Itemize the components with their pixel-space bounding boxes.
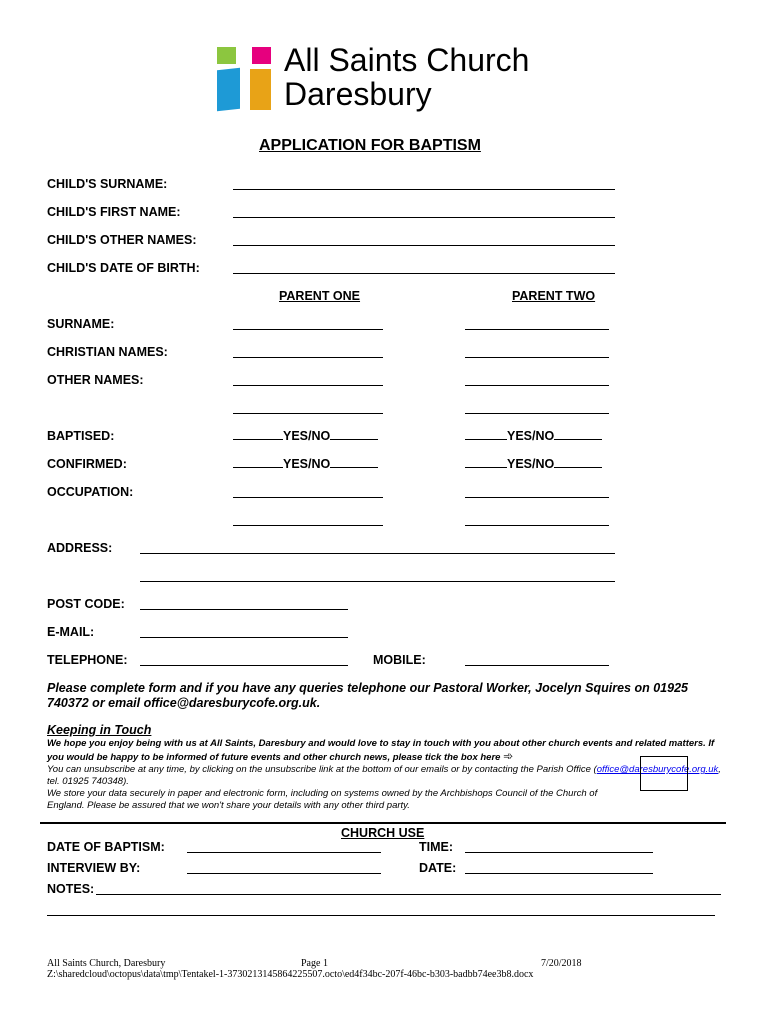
parent-one-other-names-field-2[interactable] bbox=[233, 413, 383, 414]
footer-date: 7/20/2018 bbox=[541, 958, 582, 969]
parent-one-confirmed-choice[interactable] bbox=[233, 457, 378, 471]
parent-confirmed-label: CONFIRMED: bbox=[47, 457, 127, 471]
parent-christian-names-label: CHRISTIAN NAMES: bbox=[47, 345, 168, 359]
address-field-2[interactable] bbox=[140, 581, 615, 582]
post-code-field[interactable] bbox=[140, 609, 348, 610]
logo-magenta-square bbox=[252, 47, 271, 64]
yes-no-text: YES/NO bbox=[507, 429, 555, 443]
time-label: TIME: bbox=[419, 840, 454, 854]
church-use-heading: CHURCH USE bbox=[341, 826, 425, 840]
keeping-in-touch-bold-text: We hope you enjoy being with us at All Saints, Daresbury and would love to stay in touch with you about other church events and related matters. If you would be happy to be informed of future events and other church news, please tick the box here bbox=[47, 738, 715, 763]
interview-by-label: INTERVIEW BY: bbox=[47, 861, 141, 875]
child-surname-field[interactable] bbox=[233, 189, 615, 190]
yes-no-text: YES/NO bbox=[283, 457, 331, 471]
keeping-in-touch-heading: Keeping in Touch bbox=[47, 723, 152, 737]
parent-baptised-label: BAPTISED: bbox=[47, 429, 115, 443]
logo-text-line2: Daresbury bbox=[284, 76, 432, 112]
date-field[interactable] bbox=[465, 873, 653, 874]
unsubscribe-text-post: , tel. 01925 740348). bbox=[47, 764, 721, 787]
page-title: APPLICATION FOR BAPTISM bbox=[259, 137, 481, 154]
yes-no-text: YES/NO bbox=[283, 429, 331, 443]
church-use-divider bbox=[40, 822, 726, 824]
parent-one-heading: PARENT ONE bbox=[279, 289, 361, 303]
child-dob-label: CHILD'S DATE OF BIRTH: bbox=[47, 261, 200, 275]
notes-field[interactable] bbox=[96, 894, 721, 895]
parent-one-occupation-field[interactable] bbox=[233, 497, 383, 498]
post-code-label: POST CODE: bbox=[47, 597, 125, 611]
logo-orange-bar bbox=[250, 69, 271, 110]
parent-one-baptised-choice[interactable] bbox=[233, 429, 378, 443]
contact-notice: Please complete form and if you have any queries telephone our Pastoral Worker, Jocelyn Squires on 01925 740372 or email office@daresburycofe.org.uk. bbox=[47, 681, 688, 710]
date-label: DATE: bbox=[419, 861, 457, 875]
hand-pointer-icon: ➾ bbox=[503, 749, 514, 763]
footer-page-number: Page 1 bbox=[301, 958, 328, 969]
unsubscribe-text-pre: You can unsubscribe at any time, by clicking on the unsubscribe link at the bottom of our emails or by contacting the Parish Office ( bbox=[47, 764, 597, 775]
child-dob-field[interactable] bbox=[233, 273, 615, 274]
child-other-names-field[interactable] bbox=[233, 245, 615, 246]
parent-two-other-names-field-2[interactable] bbox=[465, 413, 609, 414]
parent-two-heading: PARENT TWO bbox=[512, 289, 596, 303]
interview-by-field[interactable] bbox=[187, 873, 381, 874]
date-of-baptism-field[interactable] bbox=[187, 852, 381, 853]
notes-label: NOTES: bbox=[47, 882, 95, 896]
email-field[interactable] bbox=[140, 637, 348, 638]
address-field[interactable] bbox=[140, 553, 615, 554]
data-storage-text: We store your data securely in paper and electronic form, including on systems owned by the Archbishops Council of the Church of England. Please be assured that we won't share your details with any other third party. bbox=[47, 788, 598, 811]
telephone-label: TELEPHONE: bbox=[47, 653, 128, 667]
telephone-field[interactable] bbox=[140, 665, 348, 666]
parent-two-baptised-choice[interactable] bbox=[465, 429, 602, 443]
keeping-in-touch-body bbox=[47, 738, 729, 812]
parent-two-confirmed-choice[interactable] bbox=[465, 457, 602, 471]
parent-two-occupation-field[interactable] bbox=[465, 497, 609, 498]
mobile-label: MOBILE: bbox=[373, 653, 426, 667]
footer-file-path: Z:\sharedcloud\octopus\data\tmp\Tentakel-1-3730213145864225507.octo\ed4f34bc-207f-46bc-b303-badbb74ee3b8.docx bbox=[47, 969, 534, 980]
parent-surname-label: SURNAME: bbox=[47, 317, 115, 331]
child-first-name-label: CHILD'S FIRST NAME: bbox=[47, 205, 181, 219]
email-label: E-MAIL: bbox=[47, 625, 95, 639]
footer-left: All Saints Church, Daresbury bbox=[47, 958, 166, 969]
parent-occupation-label: OCCUPATION: bbox=[47, 485, 134, 499]
parent-one-occupation-field-2[interactable] bbox=[233, 525, 383, 526]
child-surname-label: CHILD'S SURNAME: bbox=[47, 177, 168, 191]
child-other-names-label: CHILD'S OTHER NAMES: bbox=[47, 233, 197, 247]
parent-other-names-label: OTHER NAMES: bbox=[47, 373, 144, 387]
child-first-name-field[interactable] bbox=[233, 217, 615, 218]
parent-one-surname-field[interactable] bbox=[233, 329, 383, 330]
parent-one-other-names-field[interactable] bbox=[233, 385, 383, 386]
yes-no-text: YES/NO bbox=[507, 457, 555, 471]
date-of-baptism-label: DATE OF BAPTISM: bbox=[47, 840, 165, 854]
logo-text-line1: All Saints Church bbox=[284, 42, 530, 78]
parish-office-email-link[interactable]: office@daresburycofe.org.uk bbox=[596, 764, 719, 775]
parent-two-surname-field[interactable] bbox=[465, 329, 609, 330]
logo-blue-bar bbox=[217, 68, 240, 111]
logo-green-square bbox=[217, 47, 236, 64]
parent-two-other-names-field[interactable] bbox=[465, 385, 609, 386]
mobile-field[interactable] bbox=[465, 665, 609, 666]
time-field[interactable] bbox=[465, 852, 653, 853]
parent-one-christian-names-field[interactable] bbox=[233, 357, 383, 358]
consent-checkbox[interactable] bbox=[640, 756, 688, 791]
address-label: ADDRESS: bbox=[47, 541, 113, 555]
notes-field-2[interactable] bbox=[47, 915, 715, 916]
parent-two-occupation-field-2[interactable] bbox=[465, 525, 609, 526]
parent-two-christian-names-field[interactable] bbox=[465, 357, 609, 358]
